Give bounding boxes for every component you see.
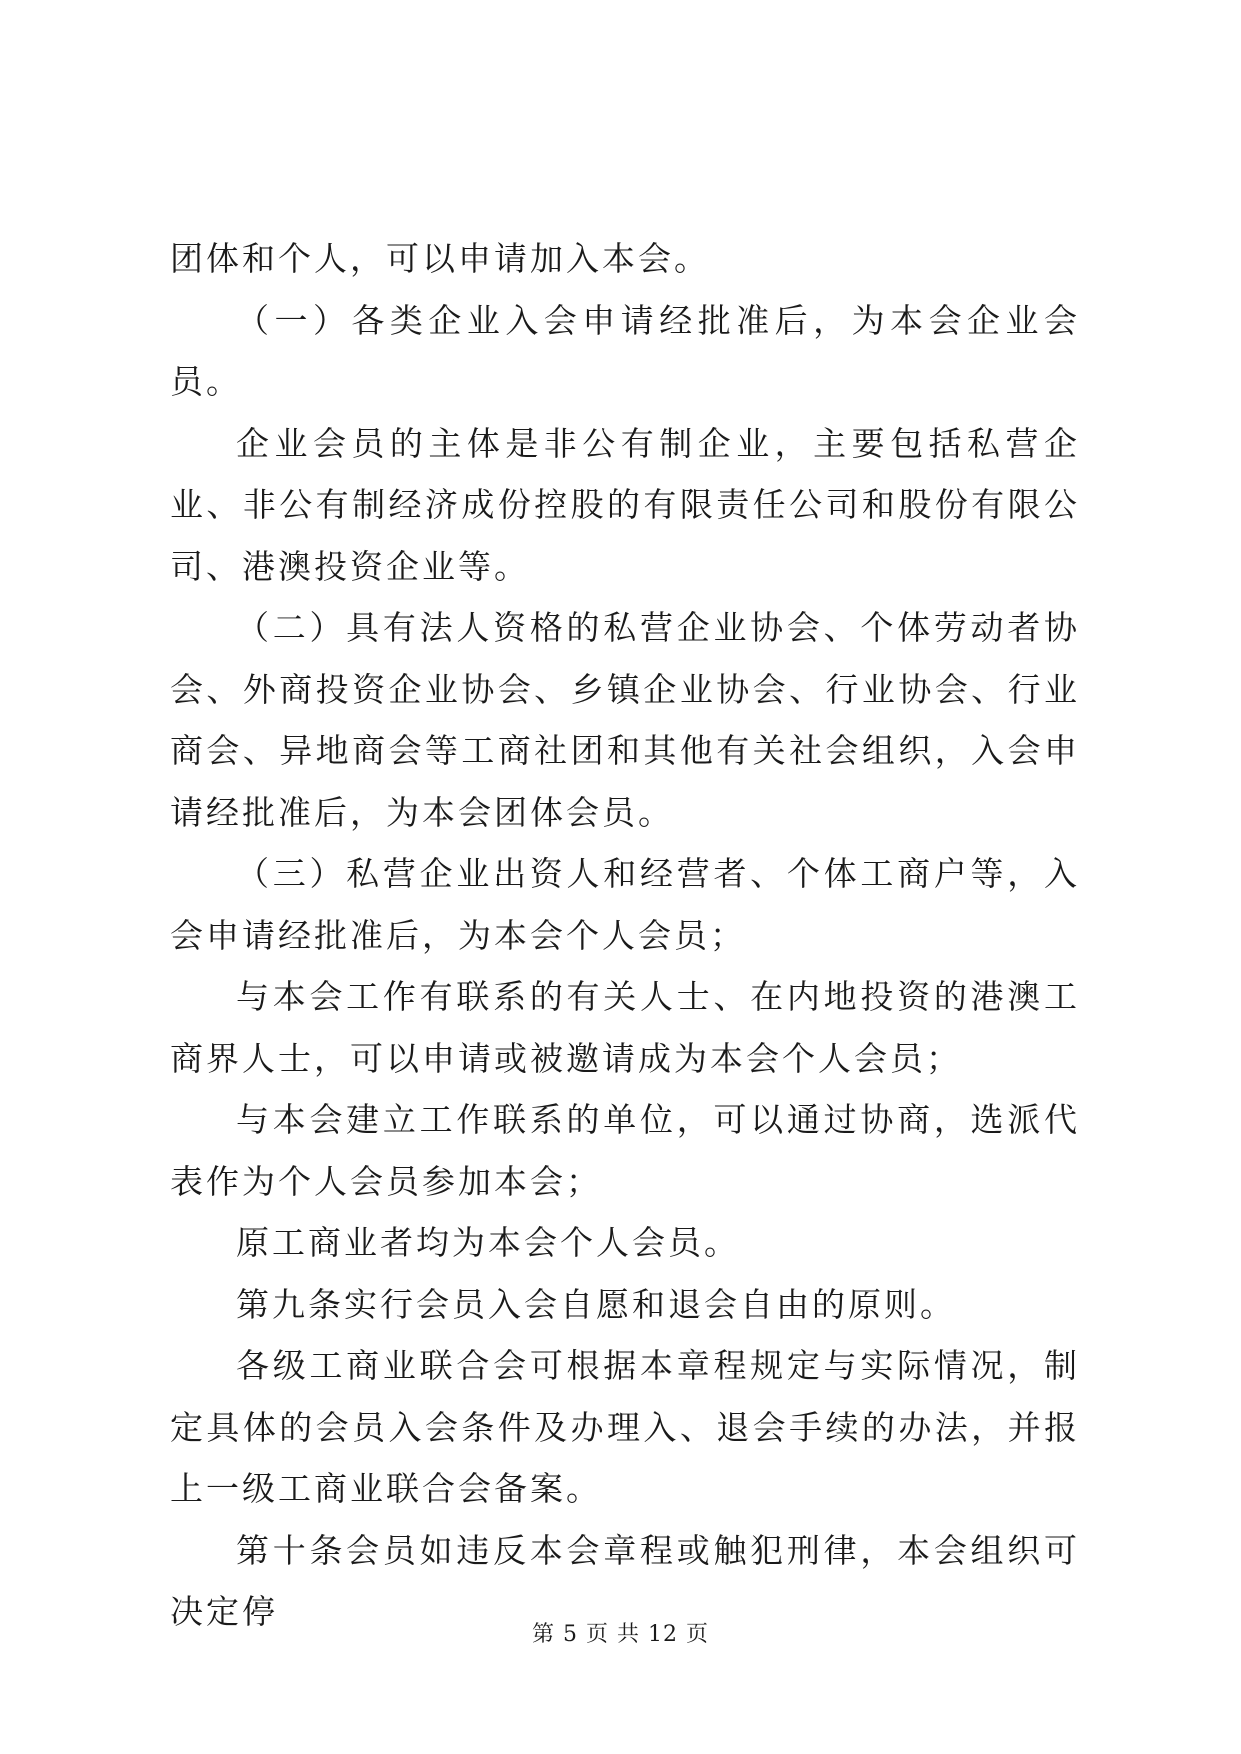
paragraph-continuation: 团体和个人，可以申请加入本会。 (170, 239, 710, 278)
paragraph-related-persons: 与本会工作有联系的有关人士、在内地投资的港澳工商界人士，可以申请或被邀请成为本会个人会员； (170, 977, 1080, 1078)
paragraph-group-members: （二）具有法人资格的私营企业协会、个体劳动者协会、外商投资企业协会、乡镇企业协会、行业协会、行业商会、异地商会等工商社团和其他有关社会组织，入会申请经批准后，为本会团体会员。 (170, 608, 1080, 832)
paragraph-article-10: 第十条会员如违反本会章程或触犯刑律，本会组织可决定停 (170, 1530, 1080, 1631)
paragraph-enterprise-members: （一）各类企业入会申请经批准后，为本会企业会员。 (170, 300, 1080, 401)
paragraph-article-9: 第九条实行会员入会自愿和退会自由的原则。 (236, 1284, 956, 1324)
paragraph-enterprise-scope: 企业会员的主体是非公有制企业，主要包括私营企业、非公有制经济成份控股的有限责任公司和股份有限公司、港澳投资企业等。 (170, 423, 1080, 586)
page-number-footer: 第 5 页 共 12 页 (532, 1622, 709, 1647)
paragraph-liaison-units: 与本会建立工作联系的单位，可以通过协商，选派代表作为个人会员参加本会； (170, 1100, 1080, 1201)
paragraph-membership-rules: 各级工商业联合会可根据本章程规定与实际情况，制定具体的会员入会条件及办理入、退会手续的办法，并报上一级工商业联合会备案。 (170, 1346, 1080, 1508)
document-body (170, 228, 1080, 1643)
paragraph-individual-members: （三）私营企业出资人和经营者、个体工商户等，入会申请经批准后，为本会个人会员； (170, 854, 1080, 955)
paragraph-former-businessmen: 原工商业者均为本会个人会员。 (236, 1223, 740, 1262)
